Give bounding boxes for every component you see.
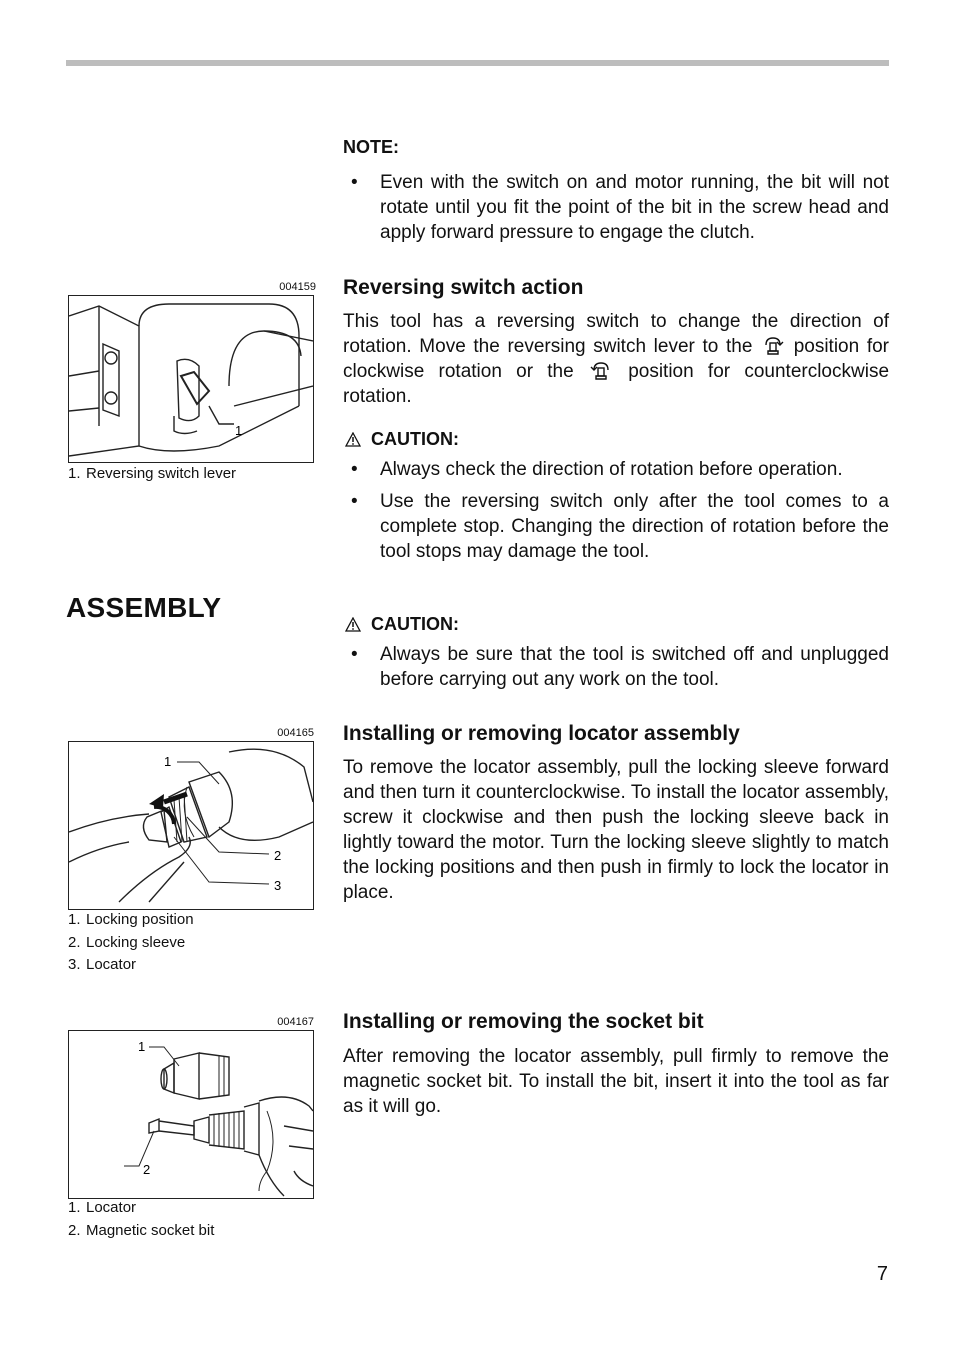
figure-reversing-switch — [68, 295, 314, 463]
reversing-caution-list — [343, 457, 889, 571]
locator-heading: Installing or removing locator assembly — [343, 722, 740, 745]
figure-code: 004167 — [277, 1016, 314, 1028]
header-rule — [66, 60, 889, 66]
figure-caption-list — [68, 1197, 214, 1242]
warning-triangle-icon — [345, 617, 361, 632]
caption-item: 1. Reversing switch lever — [68, 465, 237, 482]
section-title: ASSEMBLY — [66, 592, 222, 623]
caption-item: 3. Locator — [68, 956, 137, 973]
note-list — [343, 170, 889, 252]
locator-assembly-illustration — [69, 742, 313, 909]
note-bullet: • Even with the switch on and motor running, the bit will not rotate until you fit the point of the bit in the screw head and apply forward pressure to engage the clutch. — [343, 170, 889, 245]
caption-item: 1. Locking position — [68, 911, 194, 928]
assembly-caution-list — [343, 642, 889, 699]
caption-item: 2. Locking sleeve — [68, 933, 186, 951]
warning-triangle-icon — [345, 432, 361, 447]
counterclockwise-rotation-icon — [590, 359, 612, 381]
socket-bit-illustration — [69, 1031, 313, 1198]
callout-3: 3 — [274, 878, 282, 893]
caution-bullet: • Always check the direction of rotation before operation. — [343, 457, 889, 482]
figure-caption-list — [68, 909, 194, 977]
caution-assembly: CAUTION: — [343, 614, 459, 635]
caution-reversing: CAUTION: — [343, 429, 459, 450]
figure-socket-bit — [68, 1030, 314, 1199]
caption-item: 2. Magnetic socket bit — [68, 1221, 215, 1239]
reversing-heading: Reversing switch action — [343, 276, 584, 299]
clockwise-rotation-icon — [762, 334, 784, 356]
locator-paragraph: To remove the locator assembly, pull the locking sleeve forward and then turn it counterclockwise. To install the locator assembly, screw it clockwise and then push the locking sleeve back in lightly toward the motor. Turn the locking sleeve slightly to match the locking positions and then push in firmly to lock the locator in place. — [343, 757, 889, 903]
page-number: 7 — [876, 1263, 888, 1285]
caption-item: 1. Locator — [68, 1199, 137, 1216]
callout-2: 2 — [274, 848, 282, 863]
reversing-switch-illustration — [69, 296, 313, 462]
caution-bullet: • Always be sure that the tool is switched off and unplugged before carrying out any work on the tool. — [343, 642, 889, 692]
note-heading: NOTE: — [343, 137, 399, 157]
callout-1: 1 — [164, 754, 172, 769]
socket-paragraph: After removing the locator assembly, pull firmly to remove the magnetic socket bit. To install the bit, insert it into the tool as far as it will go. — [343, 1046, 889, 1117]
figure-code: 004159 — [279, 281, 316, 293]
caution-bullet: • Use the reversing switch only after the tool comes to a complete stop. Changing the direction of rotation before the tool stops may damage the tool. — [343, 489, 889, 564]
callout-1: 1 — [138, 1039, 146, 1054]
callout-1: 1 — [235, 423, 243, 438]
callout-2: 2 — [143, 1162, 151, 1177]
socket-heading: Installing or removing the socket bit — [343, 1010, 704, 1033]
figure-caption-list — [68, 463, 236, 486]
reversing-paragraph: This tool has a reversing switch to change the direction of rotation. Move the reversing switch lever to the position for clockwise rotation or the position for counterclockwise rotation. — [343, 311, 890, 407]
figure-code: 004165 — [277, 727, 314, 739]
figure-locator-assembly — [68, 741, 314, 910]
